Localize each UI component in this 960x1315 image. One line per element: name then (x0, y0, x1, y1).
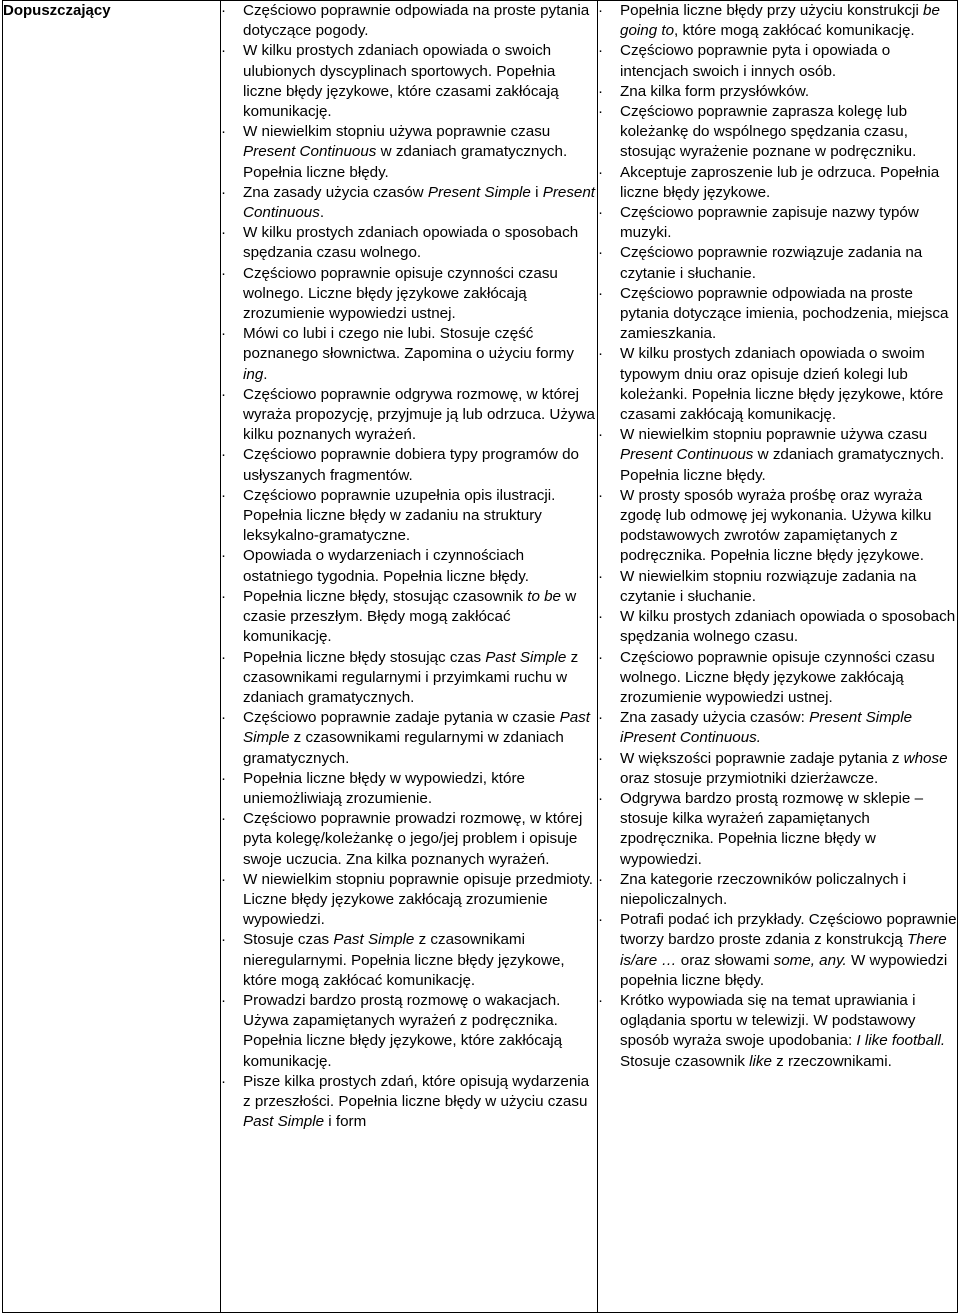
list-item: · Prowadzi bardzo prostą rozmowę o wakacjach. Używa zapamiętanych wyrażeń z podręcznika. Popełnia liczne błędy językowe, które zakłócają komunikację. (221, 991, 597, 1072)
list-item: · Zna kategorie rzeczowników policzalnych i niepoliczalnych. (598, 870, 957, 910)
list-item: · Częściowo poprawnie prowadzi rozmowę, w której pyta kolegę/koleżankę o jego/jej problem i opisuje swoje uczucia. Zna kilka poznanych wyrażeń. (221, 809, 597, 870)
list-item: · Częściowo poprawnie rozwiązuje zadania na czytanie i słuchanie. (598, 243, 957, 283)
requirements-list-right (598, 1, 957, 1072)
requirements-column-middle (221, 1, 598, 1313)
list-item: · Zna zasady użycia czasów: Present Simple iPresent Continuous. (598, 708, 957, 748)
list-item: · Częściowo poprawnie odgrywa rozmowę, w której wyraża propozycję, przyjmuje ją lub odrzuca. Używa kilku poznanych wyrażeń. (221, 385, 597, 446)
list-item: · W kilku prostych zdaniach opowiada o sposobach spędzania czasu wolnego. (221, 223, 597, 263)
list-item: · W większości poprawnie zadaje pytania z whose oraz stosuje przymiotniki dzierżawcze. (598, 749, 957, 789)
list-item: · W kilku prostych zdaniach opowiada o sposobach spędzania wolnego czasu. (598, 607, 957, 647)
list-item: · Opowiada o wydarzeniach i czynnościach ostatniego tygodnia. Popełnia liczne błędy. (221, 546, 597, 586)
list-item: · Popełnia liczne błędy przy użyciu konstrukcji be going to, które mogą zakłócać komunikację. (598, 1, 957, 41)
list-item: · W niewielkim stopniu rozwiązuje zadania na czytanie i słuchanie. (598, 567, 957, 607)
table-row (3, 1, 958, 1313)
list-item: · W niewielkim stopniu używa poprawnie czasu Present Continuous w zdaniach gramatycznych. Popełnia liczne błędy. (221, 122, 597, 183)
list-item: · Zna kilka form przysłówków. (598, 82, 957, 102)
list-item: · Popełnia liczne błędy stosując czas Past Simple z czasownikami regularnymi i przyimkami ruchu w zdaniach gramatycznych. (221, 648, 597, 709)
list-item: · W niewielkim stopniu poprawnie używa czasu Present Continuous w zdaniach gramatycznych. Popełnia liczne błędy. (598, 425, 957, 486)
list-item: · W prosty sposób wyraża prośbę oraz wyraża zgodę lub odmowę jej wykonania. Używa kilku podstawowych zwrotów zapamiętanych z podręcznika. Popełnia liczne błędy językowe. (598, 486, 957, 567)
list-item: · Odgrywa bardzo prostą rozmowę w sklepie – stosuje kilka wyrażeń zapamiętanych zpodręcznika. Popełnia liczne błędy w wypowiedzi. (598, 789, 957, 870)
list-item: · Częściowo poprawnie opisuje czynności czasu wolnego. Liczne błędy językowe zakłócają zrozumienie wypowiedzi ustnej. (221, 264, 597, 325)
requirements-column-right (598, 1, 958, 1313)
list-item: · Mówi co lubi i czego nie lubi. Stosuje część poznanego słownictwa. Zapomina o użyciu formy ing. (221, 324, 597, 385)
list-item: · W kilku prostych zdaniach opowiada o swoim typowym dniu oraz opisuje dzień kolegi lub koleżanki. Popełnia liczne błędy językowe, które czasami zakłócają komunikację. (598, 344, 957, 425)
list-item: · Częściowo poprawnie zapisuje nazwy typów muzyki. (598, 203, 957, 243)
list-item: · Częściowo poprawnie pyta i opowiada o intencjach swoich i innych osób. (598, 41, 957, 81)
grade-level-label: Dopuszczający (3, 2, 111, 19)
requirements-table (2, 0, 958, 1313)
list-item: · Częściowo poprawnie odpowiada na proste pytania dotyczące pogody. (221, 1, 597, 41)
list-item: · Częściowo poprawnie dobiera typy programów do usłyszanych fragmentów. (221, 445, 597, 485)
list-item: · Akceptuje zaproszenie lub je odrzuca. Popełnia liczne błędy językowe. (598, 163, 957, 203)
grade-level-cell (3, 1, 221, 1313)
list-item: · Potrafi podać ich przykłady. Częściowo poprawnie tworzy bardzo proste zdania z konstrukcją There is/are … oraz słowami some, any. W wypowiedzi popełnia liczne błędy. (598, 910, 957, 991)
requirements-list-middle (221, 1, 597, 1132)
list-item: · Częściowo poprawnie opisuje czynności czasu wolnego. Liczne błędy językowe zakłócają zrozumienie wypowiedzi ustnej. (598, 648, 957, 709)
list-item: · Częściowo poprawnie uzupełnia opis ilustracji. Popełnia liczne błędy w zadaniu na struktury leksykalno-gramatyczne. (221, 486, 597, 547)
list-item: · Częściowo poprawnie odpowiada na proste pytania dotyczące imienia, pochodzenia, miejsca zamieszkania. (598, 284, 957, 345)
list-item: · Pisze kilka prostych zdań, które opisują wydarzenia z przeszłości. Popełnia liczne błędy w użyciu czasu Past Simple i form (221, 1072, 597, 1133)
list-item: · Krótko wypowiada się na temat uprawiania i oglądania sportu w telewizji. W podstawowy sposób wyraża swoje upodobania: I like football. Stosuje czasownik like z rzeczownikami. (598, 991, 957, 1072)
list-item: · Zna zasady użycia czasów Present Simple i Present Continuous. (221, 183, 597, 223)
list-item: · Popełnia liczne błędy, stosując czasownik to be w czasie przeszłym. Błędy mogą zakłócać komunikację. (221, 587, 597, 648)
list-item: · W niewielkim stopniu poprawnie opisuje przedmioty. Liczne błędy językowe zakłócają zrozumienie wypowiedzi. (221, 870, 597, 931)
list-item: · Popełnia liczne błędy w wypowiedzi, które uniemożliwiają zrozumienie. (221, 769, 597, 809)
list-item: · Częściowo poprawnie zaprasza kolegę lub koleżankę do wspólnego spędzania czasu, stosując wyrażenie poznane w podręczniku. (598, 102, 957, 163)
list-item: · Częściowo poprawnie zadaje pytania w czasie Past Simple z czasownikami regularnymi w zdaniach gramatycznych. (221, 708, 597, 769)
list-item: · Stosuje czas Past Simple z czasownikami nieregularnymi. Popełnia liczne błędy językowe, które mogą zakłócać komunikację. (221, 930, 597, 991)
list-item: · W kilku prostych zdaniach opowiada o swoich ulubionych dyscyplinach sportowych. Popełnia liczne błędy językowe, które czasami zakłócają komunikację. (221, 41, 597, 122)
